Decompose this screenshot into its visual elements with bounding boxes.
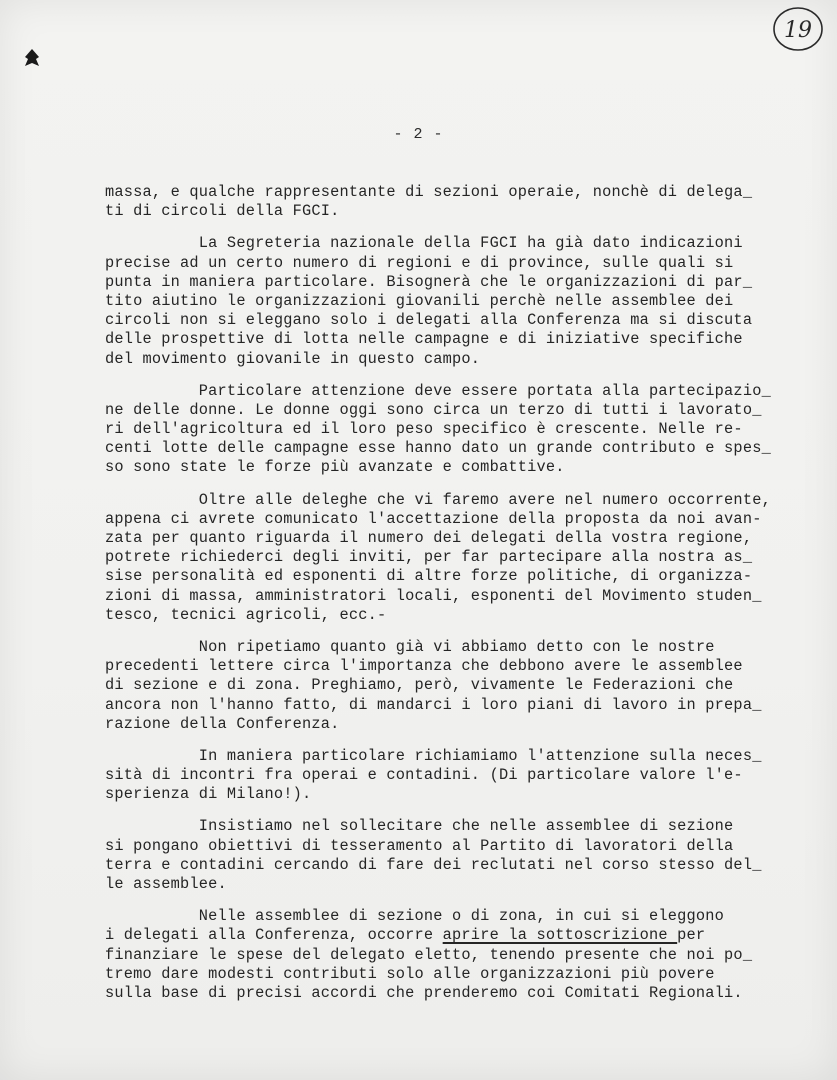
paragraph-1	[105, 183, 805, 221]
text-line: ne delle donne. Le donne oggi sono circa un terzo di tutti i lavorato_	[105, 400, 762, 419]
letter-body	[105, 183, 805, 1016]
text-line: tesco, tecnici agricoli, ecc.-	[105, 605, 387, 624]
text-line: Particolare attenzione deve essere portata alla partecipazio_	[105, 381, 771, 400]
text-line: razione della Conferenza.	[105, 714, 340, 733]
text-line: terra e contadini cercando di fare dei reclutati nel corso stesso del_	[105, 855, 762, 874]
paragraph-5	[105, 638, 805, 734]
text-line: punta in maniera particolare. Bisognerà che le organizzazioni di par_	[105, 272, 753, 291]
text-line: precise ad un certo numero di regioni e di province, sulle quali si	[105, 253, 734, 272]
text-line: sulla base di precisi accordi che prenderemo coi Comitati Regionali.	[105, 983, 743, 1002]
text-line: La Segreteria nazionale della FGCI ha già dato indicazioni	[105, 234, 743, 253]
paragraph-3	[105, 382, 805, 478]
text-line: sperienza di Milano!).	[105, 785, 312, 804]
text-line: massa, e qualche rappresentante di sezioni operaie, nonchè di delega_	[105, 183, 753, 201]
text-line: Nelle assemblee di sezione o di zona, in cui si eleggono	[105, 907, 725, 926]
text-line: finanziare le spese del delegato eletto, tenendo presente che noi po_	[105, 945, 753, 964]
paragraph-8	[105, 907, 805, 1003]
text-line: ti di circoli della FGCI.	[105, 202, 340, 221]
text-line: appena ci avrete comunicato l'accettazione della proposta da noi avan-	[105, 509, 762, 528]
punch-mark-icon	[22, 48, 42, 68]
text-line: sise personalità ed esponenti di altre forze politiche, di organizza-	[105, 567, 753, 586]
text-line: Insistiamo nel sollecitare che nelle assemblee di sezione	[105, 817, 734, 836]
text-line: centi lotte delle campagne esse hanno dato un grande contributo e spes_	[105, 439, 771, 458]
text-line: del movimento giovanile in questo campo.	[105, 349, 481, 368]
text-line: delle prospettive di lotta nelle campagne e di iniziative specifiche	[105, 330, 743, 349]
text-line: tito aiutino le organizzazioni giovanili perchè nelle assemblee dei	[105, 291, 734, 310]
paragraph-6	[105, 747, 805, 805]
text-line: zioni di massa, amministratori locali, esponenti del Movimento studen_	[105, 586, 762, 605]
folio-number: 19	[784, 18, 812, 43]
text-line: Oltre alle deleghe che vi faremo avere nel numero occorrente,	[105, 490, 771, 509]
text-line	[105, 926, 805, 945]
paragraph-7	[105, 817, 805, 894]
text-line: zata per quanto riguarda il numero dei delegati della vostra regione,	[105, 529, 753, 547]
folio-stamp	[769, 4, 827, 54]
text-line: di sezione e di zona. Preghiamo, però, vivamente le Federazioni che	[105, 676, 734, 695]
paragraph-4	[105, 491, 805, 625]
text-line: ri dell'agricoltura ed il loro peso specifico è crescente. Nelle re-	[105, 420, 743, 439]
text-line: si pongano obiettivi di tesseramento al Partito di lavoratori della	[105, 836, 734, 855]
text-line: Non ripetiamo quanto già vi abbiamo detto con le nostre	[105, 637, 715, 656]
text-line: precedenti lettere circa l'importanza che debbono avere le assemblee	[105, 657, 743, 676]
paragraph-2	[105, 234, 805, 368]
page-number: - 2 -	[393, 126, 444, 143]
text-line: so sono state le forze più avanzate e combattive.	[105, 458, 565, 477]
text-line: In maniera particolare richiamiamo l'attenzione sulla neces_	[105, 746, 762, 765]
text-line: potrete richiederci degli inviti, per far partecipare alla nostra as_	[105, 548, 753, 567]
text-line: sità di incontri fra operai e contadini. (Di particolare valore l'e-	[105, 766, 743, 785]
text-segment: i delegati alla Conferenza, occorre	[105, 926, 443, 945]
text-segment: per	[677, 926, 706, 945]
text-line: tremo dare modesti contributi solo alle organizzazioni più povere	[105, 964, 715, 983]
text-line: circoli non si eleggano solo i delegati alla Conferenza ma si discuta	[105, 311, 753, 330]
text-line: le assemblee.	[105, 875, 227, 893]
text-line: ancora non l'hanno fatto, di mandarci i loro piani di lavoro in prepa_	[105, 695, 762, 714]
underlined-phrase: aprire la sottoscrizione	[442, 926, 678, 945]
